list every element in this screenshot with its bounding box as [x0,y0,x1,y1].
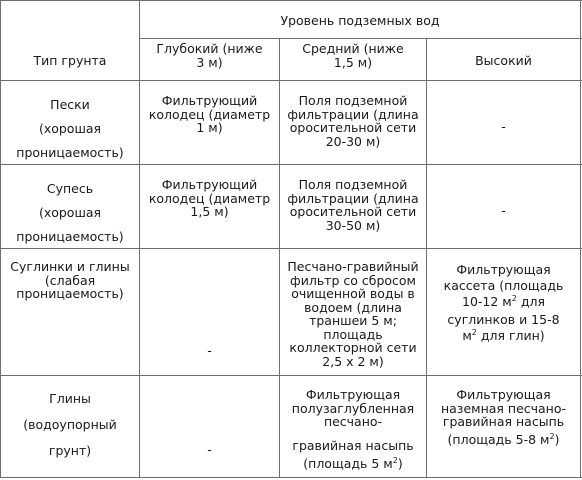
groundwater-level-label: Уровень подземных вод [280,13,440,28]
empty-dash: - [501,119,506,134]
cell-line: Поля подземной [298,177,408,192]
soil-type-line: Пески [50,97,90,112]
soil-type-line: Глины [49,391,91,406]
table-row-loam-deep [140,344,279,358]
table-row-loam-mid [280,260,426,368]
cell-text: м [462,328,472,343]
cell-line: Песчано-гравийный [287,259,419,274]
superscript: 2 [511,294,517,303]
cell-line: оросительной сети [289,204,417,219]
superscript: 2 [392,456,398,465]
cell-line: оросительной сети [289,120,417,135]
mid-header [280,42,426,69]
cell-line: площадь [323,326,383,342]
cell-line: гравийная насыпь [292,437,414,453]
mid-header-line: 1,5 м) [333,54,373,70]
deep-header-line: 3 м) [196,54,223,70]
soil-type-line: проницаемость) [16,229,124,244]
cell-text: ) [554,431,560,447]
cell-line: очищенной воды в [291,286,415,301]
table-row-clay-high [427,388,580,448]
cell-line: Фильтрующая [456,262,551,277]
cell-line: фильтр со сбросом [290,272,416,288]
table-row-sandy-loam-mid [280,178,426,232]
cell-text: для глин) [476,328,545,343]
cell-line-with-superscript [427,328,580,346]
cell-text: 10-12 м [462,294,512,309]
table-row-clay-type [1,386,139,464]
row-divider [0,375,582,376]
cell-line: Фильтрующий [161,177,258,192]
deep-header-line: Глубокий (ниже [156,41,263,56]
deep-header [140,42,279,69]
table-border-top [0,0,582,1]
table-row-clay-mid [280,388,426,473]
soil-type-line: проницаемость) [16,286,124,301]
cell-line: Фильтрующая [456,387,551,402]
soil-type-line: Супесь [46,181,94,196]
cell-line: 30-50 м) [325,217,381,233]
cell-line: 2,5 x 2 м) [322,353,384,369]
table-row-sand-mid [280,94,426,148]
row-divider [0,80,582,81]
cell-line: фильтрации (длина [287,106,419,122]
table-border-right [580,0,581,478]
cell-line-with-superscript [280,457,426,473]
soil-type-header [1,54,139,68]
cell-line: 20-30 м) [325,133,381,149]
empty-dash: - [207,442,212,457]
groundwater-level-header [140,14,580,28]
cell-line: песчано- [323,414,383,429]
high-header [427,54,580,68]
mid-header-line: Средний (ниже [302,41,404,56]
soil-type-line: Суглинки и глины [10,259,130,274]
cell-line: Фильтрующий [161,93,258,108]
cell-line: коллекторной сети [289,340,417,355]
superscript: 2 [471,328,477,337]
cell-line: Поля подземной [298,93,408,108]
empty-dash: - [501,203,506,218]
soil-type-line: (хорошая [38,205,102,220]
soil-type-line: (водоупорный [23,417,117,432]
cell-line: водоем (длина [304,299,402,315]
cell-line: 1,5 м) [190,204,229,219]
header-divider [139,38,582,39]
table-row-sandy-loam-deep [140,178,279,219]
high-header-label: Высокий [475,53,532,68]
cell-line: суглинков и 15-8 [447,312,560,327]
superscript: 2 [549,431,555,441]
cell-line-with-superscript [427,433,580,449]
cell-line-with-superscript [427,294,580,312]
soil-type-line: (хорошая [38,121,102,136]
cell-line: полузаглубленная [291,400,415,416]
table-border-bottom [0,477,582,478]
table-row-loam-high [427,262,580,346]
table-row-sand-deep [140,94,279,135]
cell-line: Фильтрующая [305,387,401,402]
cell-line: фильтрации (длина [287,190,419,206]
cell-line: кассета (площадь [443,278,564,293]
cell-line: гравийная насыпь [442,414,565,429]
soil-type-line: грунт) [48,443,92,458]
soil-type-line: проницаемость) [16,145,124,160]
table-row-sand-type [1,93,139,165]
cell-line: колодец (диаметр [148,190,271,206]
soil-type-line: (слабая [44,272,96,288]
empty-dash: - [207,343,212,358]
cell-line: наземная песчано- [440,400,567,416]
soil-type-label: Тип грунта [33,53,107,68]
cell-text: для [516,294,545,309]
table-row-sandy-loam-high [427,204,580,218]
cell-line: колодец (диаметр [148,106,271,122]
table-row-loam-type [1,260,139,301]
cell-text: (площадь 5 м [303,456,393,471]
cell-line: траншеи 5 м; [309,313,397,328]
cell-text: ) [397,456,403,471]
cell-line: 1 м) [196,120,223,135]
table-row-sandy-loam-type [1,177,139,249]
cell-text: (площадь 5-8 м [447,431,550,447]
table-row-clay-deep [140,443,279,457]
table-row-sand-high [427,120,580,134]
col-divider [139,0,140,478]
